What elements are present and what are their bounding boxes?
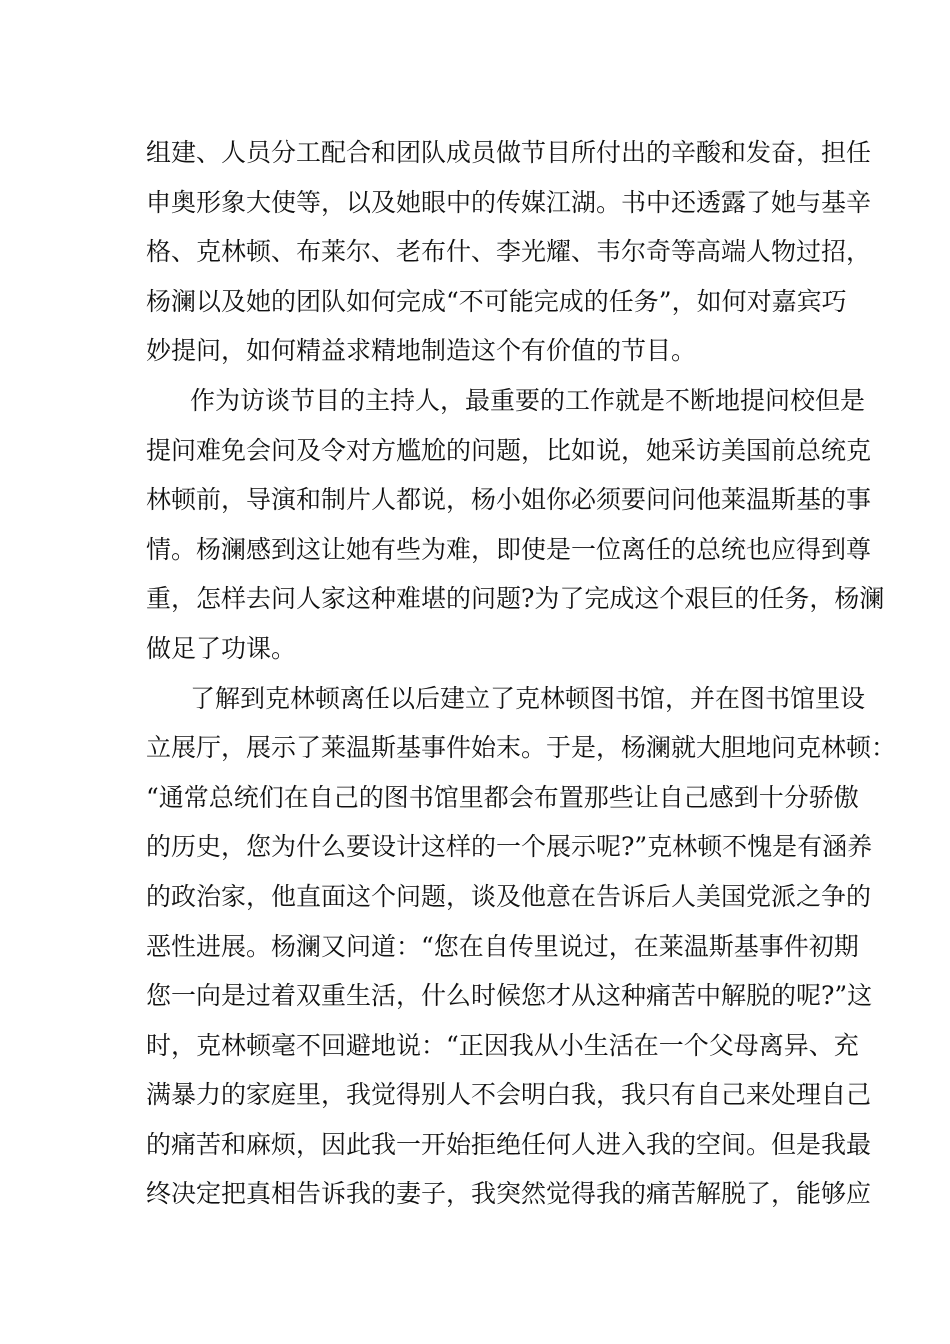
text-line: 作为访谈节目的主持人，最重要的工作就是不断地提问校但是	[190, 385, 866, 415]
text-line: 情。杨澜感到这让她有些为难，即使是一位离任的总统也应得到尊	[146, 534, 872, 564]
text-line: 林顿前，导演和制片人都说，杨小姐你必须要问问他莱温斯基的事	[146, 485, 872, 515]
text-line: 满暴力的家庭里，我觉得别人不会明白我，我只有自己来处理自己	[146, 1080, 872, 1110]
document-body	[146, 128, 897, 1219]
text-line: 组建、人员分工配合和团队成员做节目所付出的辛酸和发奋，担任	[146, 138, 872, 167]
text-line: 格、克林顿、布莱尔、老布什、李光耀、韦尔奇等高端人物过招，	[146, 237, 872, 267]
text-line: 恶性进展。杨澜又问道：“您在自传里说过，在莱温斯基事件初期	[146, 931, 859, 961]
text-line: 您一向是过着双重生活，什么时候您才从这种痛苦中解脱的呢?”这	[146, 981, 873, 1011]
paragraph-3	[146, 674, 897, 1220]
text-line: 的历史，您为什么要设计这样的一个展示呢?”克林顿不愧是有涵养	[146, 832, 873, 862]
text-line: 做足了功课。	[146, 633, 297, 663]
paragraph-1	[146, 128, 872, 376]
text-line: 杨澜以及她的团队如何完成“不可能完成的任务”，如何对嘉宾巧	[146, 286, 847, 316]
text-line: 的政治家，他直面这个问题，谈及他意在告诉后人美国党派之争的	[146, 881, 872, 911]
text-line: 申奥形象大使等，以及她眼中的传媒江湖。书中还透露了她与基辛	[146, 187, 872, 217]
text-line: 提问难免会问及令对方尴尬的问题，比如说，她采访美国前总统克	[146, 435, 872, 465]
text-line: 时，克林顿毫不回避地说：“正因我从小生活在一个父母离异、充	[146, 1030, 859, 1060]
text-line: 的痛苦和麻烦，因此我一开始拒绝任何人进入我的空间。但是我最	[146, 1129, 872, 1159]
text-line: 终决定把真相告诉我的妻子，我突然觉得我的痛苦解脱了，能够应	[146, 1179, 872, 1209]
text-line: “通常总统们在自己的图书馆里都会布置那些让自己感到十分骄傲	[146, 782, 859, 812]
text-line: 妙提问，如何精益求精地制造这个有价值的节目。	[146, 336, 697, 366]
text-line: 重，怎样去问人家这种难堪的问题?为了完成这个艰巨的任务，杨澜	[146, 584, 885, 614]
text-line: 了解到克林顿离任以后建立了克林顿图书馆，并在图书馆里设	[190, 683, 866, 713]
text-line: 立展厅，展示了莱温斯基事件始末。于是，杨澜就大胆地问克林顿：	[146, 733, 897, 763]
paragraph-2	[146, 376, 885, 674]
